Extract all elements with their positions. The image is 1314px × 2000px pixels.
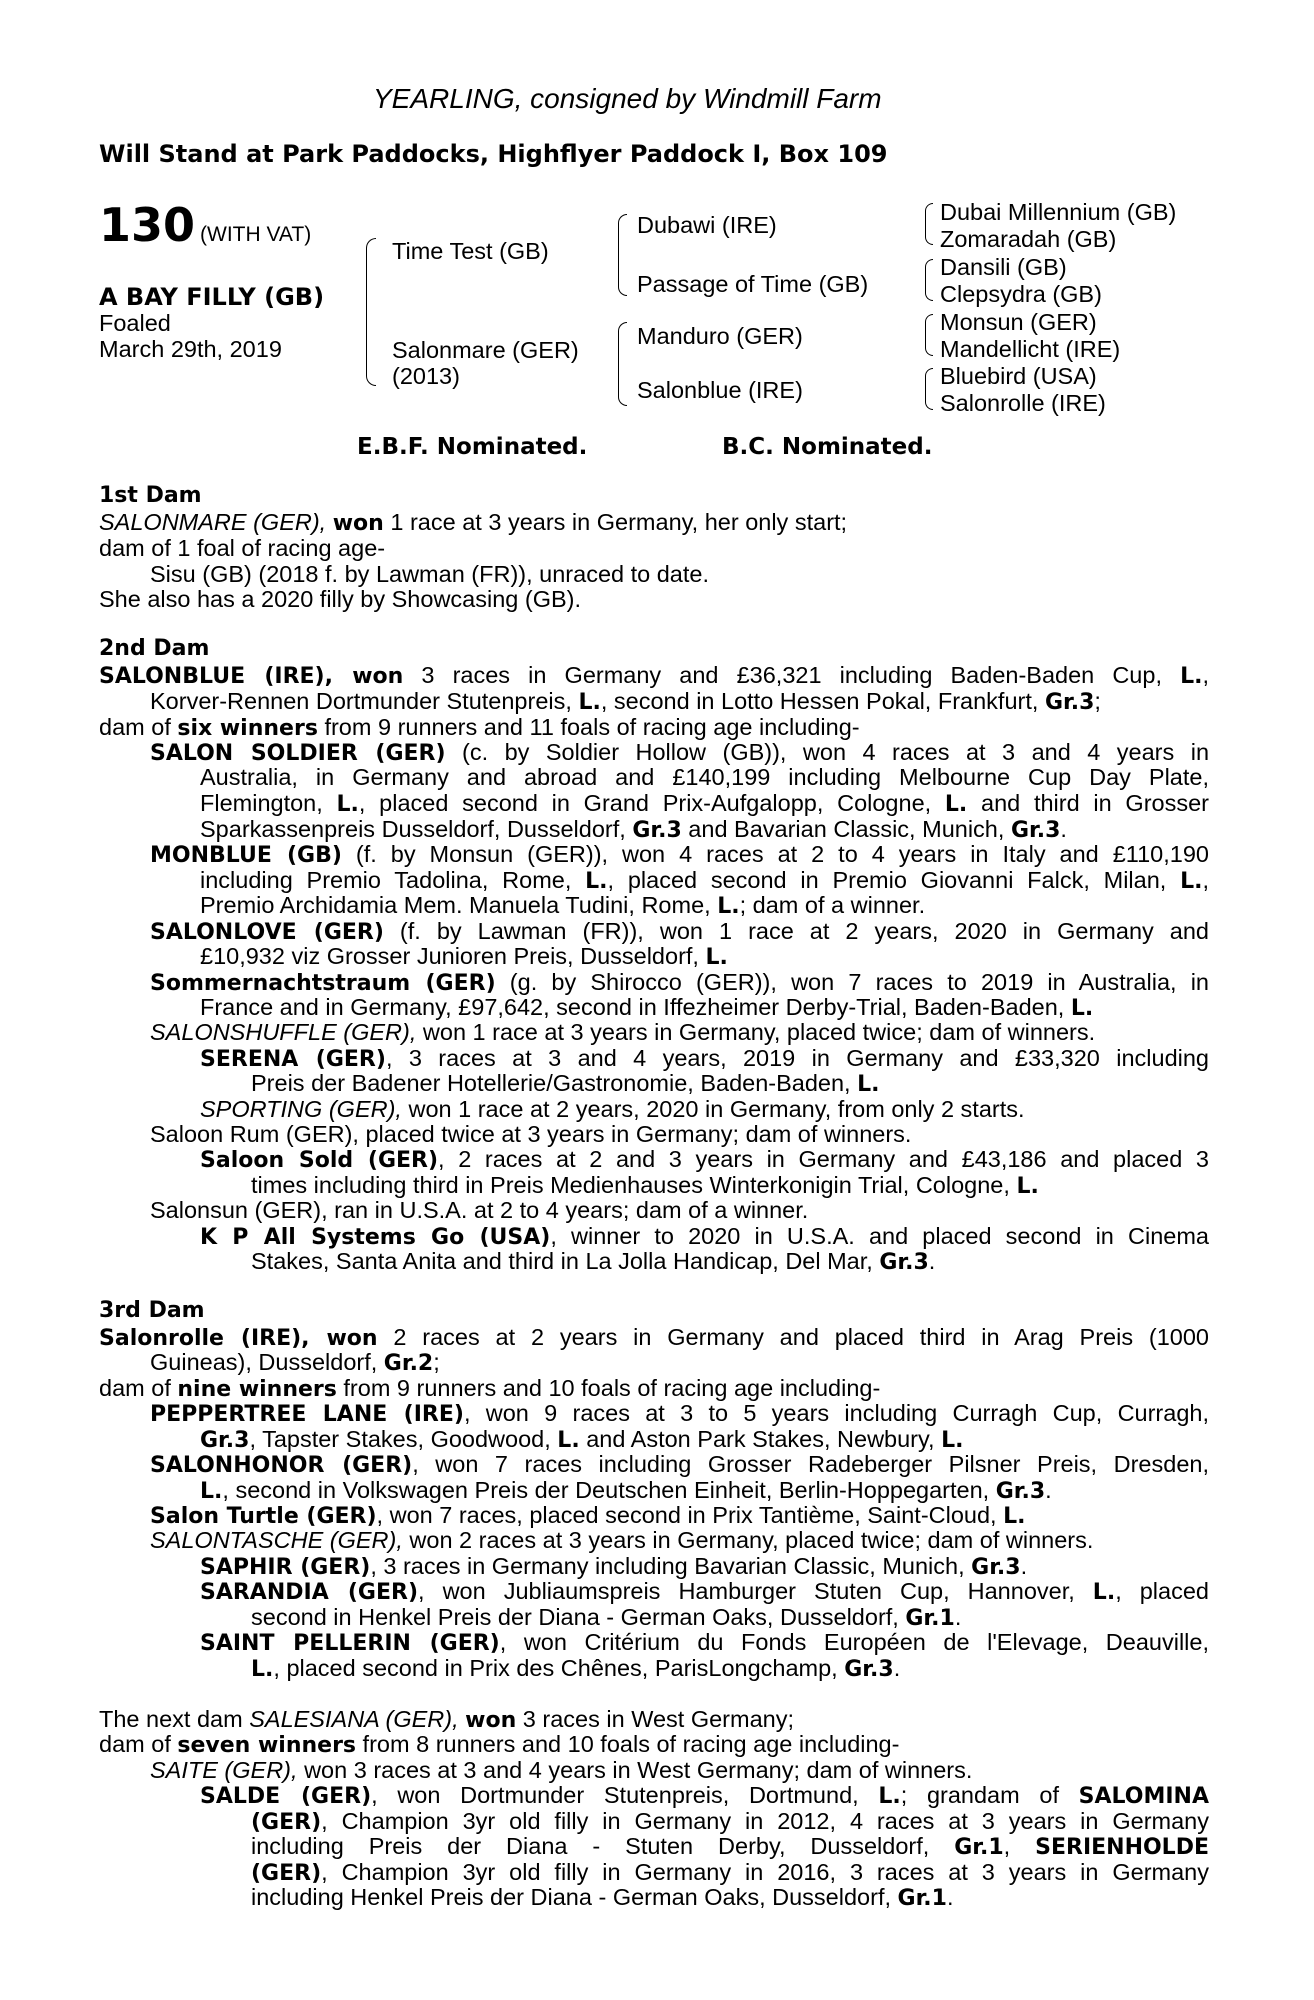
text-span: . — [893, 1655, 901, 1681]
pedigree-ss-dam: Zomaradah (GB) — [940, 226, 1117, 252]
horse-name: SAINT PELLERIN (GER) — [200, 1631, 500, 1656]
won-label: won — [332, 511, 384, 536]
text-line — [150, 1503, 1026, 1530]
text-span: 2 races at 2 years in Germany and placed third in Arag Preis (1000 — [377, 1324, 1209, 1350]
group-mark: Gr.1 — [897, 1886, 947, 1911]
horse-name: SARANDIA (GER) — [200, 1580, 419, 1605]
text-span: , second in Volkswagen Preis der Deutschen Einheit, Berlin-Hoppegarten, — [222, 1477, 996, 1503]
text-line — [200, 868, 1209, 895]
text-line — [99, 1325, 1209, 1352]
text-line — [200, 1224, 1209, 1251]
text-span: Stakes, Santa Anita and third in La Jolla Handicap, Del Mar, — [251, 1248, 880, 1274]
horse-name: SAPHIR (GER) — [200, 1555, 371, 1580]
text-line — [200, 1147, 1209, 1174]
group-mark: Gr.3 — [995, 1479, 1046, 1504]
pedigree-brace-dd — [925, 368, 933, 410]
text-span: dam of — [99, 1375, 178, 1401]
bc-nominated: B.C. Nominated. — [722, 434, 933, 460]
foaled-label: Foaled — [99, 310, 171, 336]
text-span: , won Dortmunder Stutenpreis, Dortmund, — [371, 1782, 879, 1808]
horse-name: SALONHONOR (GER) — [150, 1453, 413, 1478]
group-mark: Gr.1 — [905, 1606, 955, 1631]
text-line — [150, 1020, 1095, 1046]
text-span: . — [1020, 1553, 1028, 1579]
text-line — [251, 1860, 1209, 1887]
text-line — [200, 1097, 1025, 1123]
listed-mark: L. — [336, 792, 359, 817]
text-span: dam of — [99, 714, 178, 740]
text-line: Australia, in Germany and abroad and £140,199 including Melbourne Cup Day Plate, — [200, 764, 1209, 790]
ebf-nominated: E.B.F. Nominated. — [357, 434, 588, 460]
text-span: won 3 races at 3 and 4 years in West Germany; dam of winners. — [297, 1757, 973, 1783]
text-span: Premio Archidamia Mem. Manuela Tudini, Rome, — [200, 892, 718, 918]
text-line — [150, 1452, 1209, 1479]
listed-mark: L. — [585, 869, 608, 894]
text-line — [150, 689, 1101, 716]
horse-name: SALONSHUFFLE (GER), — [150, 1019, 417, 1045]
horse-name: Salon Turtle (GER) — [150, 1504, 377, 1529]
listed-mark: L. — [251, 1657, 274, 1682]
text-span: , won Jubliaumspreis Hamburger Stuten Cup, Hannover, — [418, 1578, 1093, 1604]
text-line — [200, 1478, 1052, 1505]
text-line — [200, 1579, 1209, 1606]
group-mark: Gr.3 — [200, 1428, 250, 1453]
pedigree-dam: Salonmare (GER) — [392, 337, 579, 363]
horse-name: SERIENHOLDE — [1035, 1835, 1209, 1860]
text-span: The next dam — [99, 1706, 250, 1732]
text-span: (g. by Shirocco (GER)), won 7 races to 2019 in Australia, in — [495, 969, 1210, 995]
pedigree-sire-dam: Passage of Time (GB) — [637, 271, 869, 297]
text-span: dam of — [99, 1731, 178, 1757]
lot-name: A BAY FILLY (GB) — [99, 283, 325, 311]
pedigree-ds-sire: Monsun (GER) — [940, 309, 1097, 335]
pedigree-brace-dam — [618, 322, 627, 406]
pedigree-dd-dam: Salonrolle (IRE) — [940, 390, 1106, 416]
text-span: (GER) — [251, 1861, 322, 1886]
text-line — [251, 1605, 961, 1632]
text-span: from 9 runners and 11 foals of racing age including- — [317, 714, 860, 740]
pedigree-brace-ss — [925, 203, 933, 245]
text-span: , won 7 races, placed second in Prix Tantième, Saint-Cloud, — [376, 1502, 1004, 1528]
pedigree-brace-ds — [925, 314, 933, 356]
won-label: won — [465, 1708, 517, 1733]
listed-mark: L. — [1092, 1580, 1116, 1605]
winners-count: six winners — [177, 716, 318, 741]
text-line: Salonsun (GER), ran in U.S.A. at 2 to 4 years; dam of a winner. — [150, 1197, 809, 1223]
text-span: , — [1202, 662, 1210, 688]
horse-name: MONBLUE (GB) — [150, 843, 342, 868]
text-line — [251, 1809, 1209, 1836]
text-line — [150, 970, 1209, 997]
group-mark: Gr.3 — [844, 1657, 894, 1682]
horse-name: SPORTING (GER), — [200, 1096, 402, 1122]
vat-note: (WITH VAT) — [200, 223, 312, 246]
pedigree-dam-year: (2013) — [392, 363, 460, 389]
text-line: She also has a 2020 filly by Showcasing (GB). — [99, 586, 582, 612]
text-line — [200, 791, 1209, 818]
group-mark: Gr.3 — [1044, 690, 1095, 715]
text-span: . — [1060, 816, 1067, 842]
text-span: . — [954, 1604, 962, 1630]
text-line — [251, 1656, 900, 1683]
horse-name: SALONMARE (GER), — [99, 509, 327, 535]
group-mark: Gr.3 — [971, 1555, 1021, 1580]
section-heading: 3rd Dam — [99, 1298, 205, 1323]
text-span: including Henkel Preis der Diana - German Oaks, Dusseldorf, — [251, 1884, 898, 1910]
text-span: Guineas), Dusseldorf, — [150, 1349, 384, 1375]
horse-name: SAITE (GER), — [150, 1757, 298, 1783]
pedigree-brace-sire — [618, 214, 627, 296]
listed-mark: L. — [557, 1428, 580, 1453]
text-span: . — [928, 1248, 936, 1274]
group-mark: Gr.2 — [383, 1351, 434, 1376]
text-line — [99, 1707, 794, 1734]
text-span: ; dam of a winner. — [739, 892, 926, 918]
text-span: Korver-Rennen Dortmunder Stutenpreis, — [150, 688, 579, 714]
listed-mark: L. — [944, 792, 968, 817]
text-span: France and in Germany, £97,642, second in Iffezheimer Derby-Trial, Baden-Baden, — [200, 994, 1071, 1020]
listed-mark: L. — [200, 1479, 223, 1504]
text-line: Sisu (GB) (2018 f. by Lawman (FR)), unraced to date. — [150, 561, 710, 587]
text-span: , Tapster Stakes, Goodwood, — [249, 1426, 558, 1452]
text-span: , — [1003, 1833, 1036, 1859]
horse-name: SALON SOLDIER (GER) — [150, 741, 446, 766]
text-span: , 2 races at 2 and 3 years in Germany and £43,186 and placed 3 — [438, 1146, 1210, 1172]
listed-mark: L. — [705, 945, 728, 970]
horse-name: SALONTASCHE (GER), — [150, 1527, 403, 1553]
text-span: (f. by Lawman (FR)), won 1 race at 2 years, 2020 in Germany and — [383, 918, 1209, 944]
text-line — [200, 893, 925, 920]
winners-count: seven winners — [177, 1733, 357, 1758]
text-span: 3 races in West Germany; — [516, 1706, 794, 1732]
winners-count: nine winners — [177, 1377, 337, 1402]
horse-name: Saloon Sold (GER) — [200, 1148, 439, 1173]
text-line: Saloon Rum (GER), placed twice at 3 years in Germany; dam of winners. — [150, 1121, 912, 1147]
text-span: , won 7 races including Grosser Radeberger Pilsner Preis, Dresden, — [412, 1451, 1209, 1477]
text-span: Flemington, — [200, 790, 337, 816]
pedigree-brace-sd — [925, 259, 933, 301]
text-span: , won 9 races at 3 to 5 years including Curragh Cup, Curragh, — [463, 1400, 1209, 1426]
text-span: , — [1202, 867, 1210, 893]
foaled-date: March 29th, 2019 — [99, 336, 282, 362]
horse-name: PEPPERTREE LANE (IRE) — [150, 1402, 464, 1427]
listed-mark: L. — [578, 690, 601, 715]
stand-location: Will Stand at Park Paddocks, Highflyer Paddock I, Box 109 — [99, 140, 888, 168]
pedigree-ds-dam: Mandellicht (IRE) — [940, 336, 1121, 362]
text-span: 1 race at 3 years in Germany, her only start; — [383, 509, 848, 535]
text-span: from 8 runners and 10 foals of racing age including- — [356, 1731, 900, 1757]
text-span: Preis der Badener Hotellerie/Gastronomie, Baden-Baden, — [251, 1070, 858, 1096]
horse-name: K P All Systems Go (USA) — [200, 1225, 551, 1250]
text-line — [200, 1783, 1209, 1810]
text-span: won 1 race at 3 years in Germany, placed twice; dam of winners. — [416, 1019, 1096, 1045]
pedigree-sd-sire: Dansili (GB) — [940, 254, 1067, 280]
listed-mark: L. — [1070, 996, 1094, 1021]
text-span: (GER) — [251, 1810, 322, 1835]
pedigree-sd-dam: Clepsydra (GB) — [940, 281, 1102, 307]
text-span: won 2 races at 3 years in Germany, placed twice; dam of winners. — [402, 1527, 1094, 1553]
consignor-line: YEARLING, consigned by Windmill Farm — [373, 83, 882, 114]
text-span: (c. by Soldier Hollow (GB)), won 4 races at 3 and 4 years in — [445, 739, 1210, 765]
text-span: , placed second in Prix des Chênes, ParisLongchamp, — [273, 1655, 845, 1681]
text-span: , second in Lotto Hessen Pokal, Frankfurt, — [600, 688, 1045, 714]
text-line — [99, 663, 1209, 690]
horse-name: Salonrolle (IRE), won — [99, 1326, 378, 1351]
text-line — [200, 944, 728, 971]
text-span: from 9 runners and 10 foals of racing age including- — [336, 1375, 881, 1401]
pedigree-ss-sire: Dubai Millennium (GB) — [940, 199, 1177, 225]
text-span: 3 races in Germany and £36,321 including Baden-Baden Cup, — [403, 662, 1181, 688]
text-line — [150, 842, 1209, 869]
group-mark: Gr.1 — [954, 1835, 1004, 1860]
text-span: , won Critérium du Fonds Européen de l'Elevage, Deauville, — [499, 1629, 1210, 1655]
text-line — [150, 1528, 1093, 1554]
pedigree-dam-dam: Salonblue (IRE) — [637, 377, 803, 403]
listed-mark: L. — [717, 894, 740, 919]
text-span: and Aston Park Stakes, Newbury, — [579, 1426, 942, 1452]
text-line — [200, 817, 1067, 844]
listed-mark: L. — [1003, 1504, 1026, 1529]
text-line — [99, 1732, 899, 1759]
text-line — [200, 1554, 1027, 1581]
horse-name: SALONLOVE (GER) — [150, 920, 384, 945]
text-span: , placed — [1115, 1578, 1209, 1604]
text-span: including Preis der Diana - Stuten Derby, Dusseldorf, — [251, 1833, 955, 1859]
group-mark: Gr.3 — [632, 818, 682, 843]
section-heading: 2nd Dam — [99, 636, 210, 661]
pedigree-sire: Time Test (GB) — [392, 238, 549, 264]
text-line — [251, 1834, 1209, 1861]
text-line — [200, 1046, 1209, 1073]
text-line — [251, 1173, 1039, 1200]
horse-name: SALDE (GER) — [200, 1784, 372, 1809]
text-line — [150, 919, 1209, 946]
text-span: , Champion 3yr old filly in Germany in 2012, 4 races at 3 years in Germany — [321, 1808, 1209, 1834]
text-line — [150, 740, 1209, 767]
group-mark: Gr.3 — [1010, 818, 1061, 843]
text-line — [251, 1071, 880, 1098]
horse-name: SERENA (GER) — [200, 1047, 386, 1072]
horse-name: SALOMINA — [1078, 1784, 1209, 1809]
text-line: dam of 1 foal of racing age- — [99, 535, 386, 561]
text-span: £10,932 viz Grosser Junioren Preis, Dusseldorf, — [200, 943, 706, 969]
text-span: and third in Grosser — [967, 790, 1209, 816]
pedigree-dd-sire: Bluebird (USA) — [940, 363, 1097, 389]
text-line — [150, 1350, 440, 1377]
pedigree-brace-main — [366, 238, 376, 386]
listed-mark: L. — [857, 1072, 880, 1097]
listed-mark: L. — [1180, 869, 1203, 894]
text-line — [200, 1630, 1209, 1657]
text-span: ; — [433, 1349, 440, 1375]
text-line — [99, 1376, 880, 1403]
listed-mark: L. — [1016, 1174, 1039, 1199]
listed-mark: L. — [941, 1428, 964, 1453]
horse-name: Sommernachtstraum (GER) — [150, 971, 496, 996]
horse-name: SALESIANA (GER), — [249, 1706, 459, 1732]
text-span: , 3 races in Germany including Bavarian Classic, Munich, — [370, 1553, 972, 1579]
text-line — [200, 1427, 963, 1454]
lot-number: 130 — [99, 198, 196, 252]
horse-name: SALONBLUE (IRE), won — [99, 664, 404, 689]
section-heading: 1st Dam — [99, 483, 202, 508]
listed-mark: L. — [878, 1784, 901, 1809]
text-span: . — [946, 1884, 954, 1910]
text-span: , 3 races at 3 and 4 years, 2019 in Germany and £33,320 including — [385, 1045, 1209, 1071]
pedigree-dam-sire: Manduro (GER) — [637, 323, 803, 349]
text-span: , winner to 2020 in U.S.A. and placed second in Cinema — [550, 1223, 1209, 1249]
text-span: Sparkassenpreis Dusseldorf, Dusseldorf, — [200, 816, 633, 842]
text-line — [251, 1885, 954, 1912]
text-span: won 1 race at 2 years, 2020 in Germany, from only 2 starts. — [401, 1096, 1025, 1122]
text-span: , Champion 3yr old filly in Germany in 2016, 3 races at 3 years in Germany — [321, 1859, 1209, 1885]
text-span: (f. by Monsun (GER)), won 4 races at 2 to 4 years in Italy and £110,190 — [341, 841, 1209, 867]
text-line — [150, 1758, 972, 1784]
text-span: ; — [1094, 688, 1101, 714]
text-span: including Premio Tadolina, Rome, — [200, 867, 586, 893]
text-span: , placed second in Premio Giovanni Falck, Milan, — [607, 867, 1181, 893]
text-span: . — [1045, 1477, 1052, 1503]
text-span: ; grandam of — [900, 1782, 1079, 1808]
text-line — [150, 1401, 1209, 1428]
text-line — [200, 995, 1093, 1022]
text-line — [99, 510, 847, 537]
text-span: , placed second in Grand Prix-Aufgalopp, Cologne, — [358, 790, 945, 816]
text-span: and Bavarian Classic, Munich, — [681, 816, 1011, 842]
text-span: times including third in Preis Medienhauses Winterkonigin Trial, Cologne, — [251, 1172, 1017, 1198]
listed-mark: L. — [1180, 664, 1203, 689]
text-line — [99, 715, 860, 742]
pedigree-sire-sire: Dubawi (IRE) — [637, 212, 777, 238]
text-line — [251, 1249, 935, 1276]
text-span: second in Henkel Preis der Diana - German Oaks, Dusseldorf, — [251, 1604, 906, 1630]
group-mark: Gr.3 — [879, 1250, 929, 1275]
